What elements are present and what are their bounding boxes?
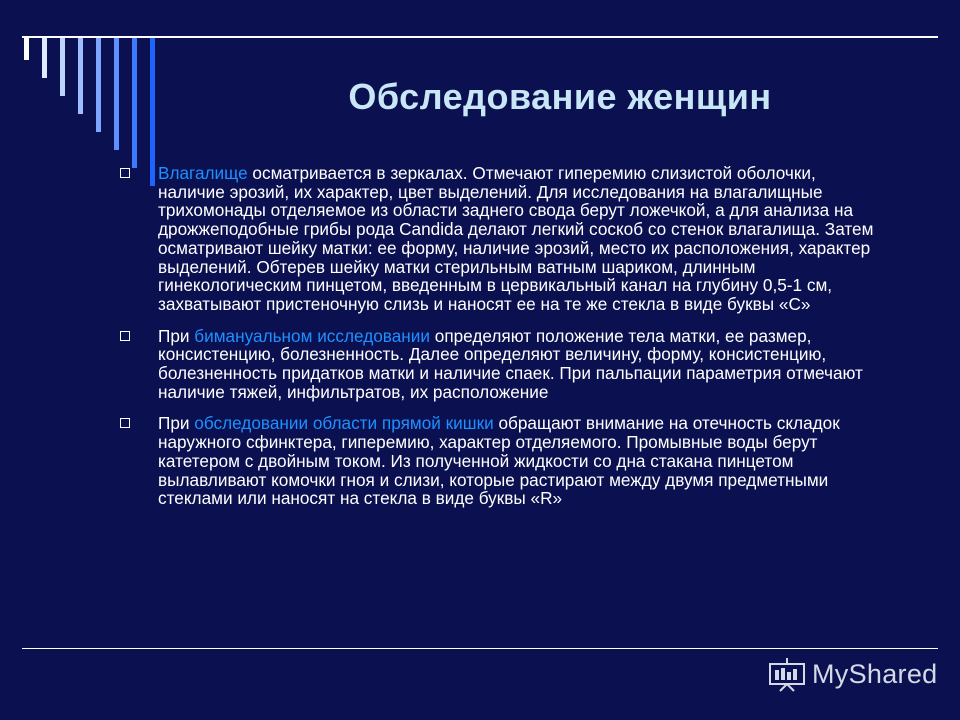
bullet-text: определяют положение тела матки, ее размер, консистенцию, болезненность. Далее определяют величину, форму, консистенцию, болезненность придатков матки и наличие спаек. При пальпации параметрия отмечают наличие тяжей, инфильтратов, их расположение xyxy=(158,325,863,402)
bullet-prefix: При xyxy=(158,413,195,434)
bullet-highlight: обследовании области прямой кишки xyxy=(194,413,494,434)
bullet-highlight: бимануальном исследовании xyxy=(194,325,430,346)
presentation-board-icon xyxy=(768,656,806,692)
decorative-bar xyxy=(42,38,47,78)
bullet-highlight: Влагалище xyxy=(158,163,248,183)
bullet-text: обращают внимание на отечность складок наружного сфинктера, гиперемию, характер отделяемого. Промывные воды берут катетером с двойным током. Из полученной жидкости со дна стакана пинцетом вылавливают комочки гноя и слизи, которые растирают между двумя предметными стеклами или наносят на стекла в виде буквы «R» xyxy=(158,413,840,509)
bottom-rule xyxy=(22,648,938,649)
decorative-bar xyxy=(96,38,101,132)
decorative-bar xyxy=(132,38,137,168)
square-bullet-icon xyxy=(120,168,130,178)
slide-title: Обследование женщин xyxy=(348,76,772,117)
bullet-item-rectum xyxy=(114,414,884,508)
bullet-prefix: При xyxy=(158,325,195,346)
bullet-list xyxy=(114,164,884,521)
square-bullet-icon xyxy=(120,418,130,428)
decorative-bar xyxy=(60,38,65,96)
decorative-bar xyxy=(78,38,83,114)
logo-text: MyShared xyxy=(812,658,938,689)
bullet-text: осматривается в зеркалах. Отмечают гиперемию слизистой оболочки, наличие эрозий, их характер, цвет выделений. Для исследования на влагалищные трихомонады отделяемое из области заднего свода берут ложечкой, а для анализа на дрожжеподобные грибы рода Candida делают легкий соскоб со стенок влагалища. Затем осматривают шейку матки: ее форму, наличие эрозий, место их расположения, характер выделений. Обтерев шейку матки стерильным ватным шариком, длинным гинекологическим пинцетом, введенным в цервикальный канал на глубину 0,5-1 см, захватывают пристеночную слизь и наносят ее на те же стекла в виде буквы «С» xyxy=(158,163,874,314)
bullet-item-vagina xyxy=(114,164,884,314)
decorative-bar xyxy=(24,38,29,60)
square-bullet-icon xyxy=(120,331,130,341)
top-rule xyxy=(22,36,938,38)
myshared-logo[interactable] xyxy=(768,654,937,694)
bullet-item-bimanual xyxy=(114,327,884,402)
decorative-bar xyxy=(114,38,119,150)
